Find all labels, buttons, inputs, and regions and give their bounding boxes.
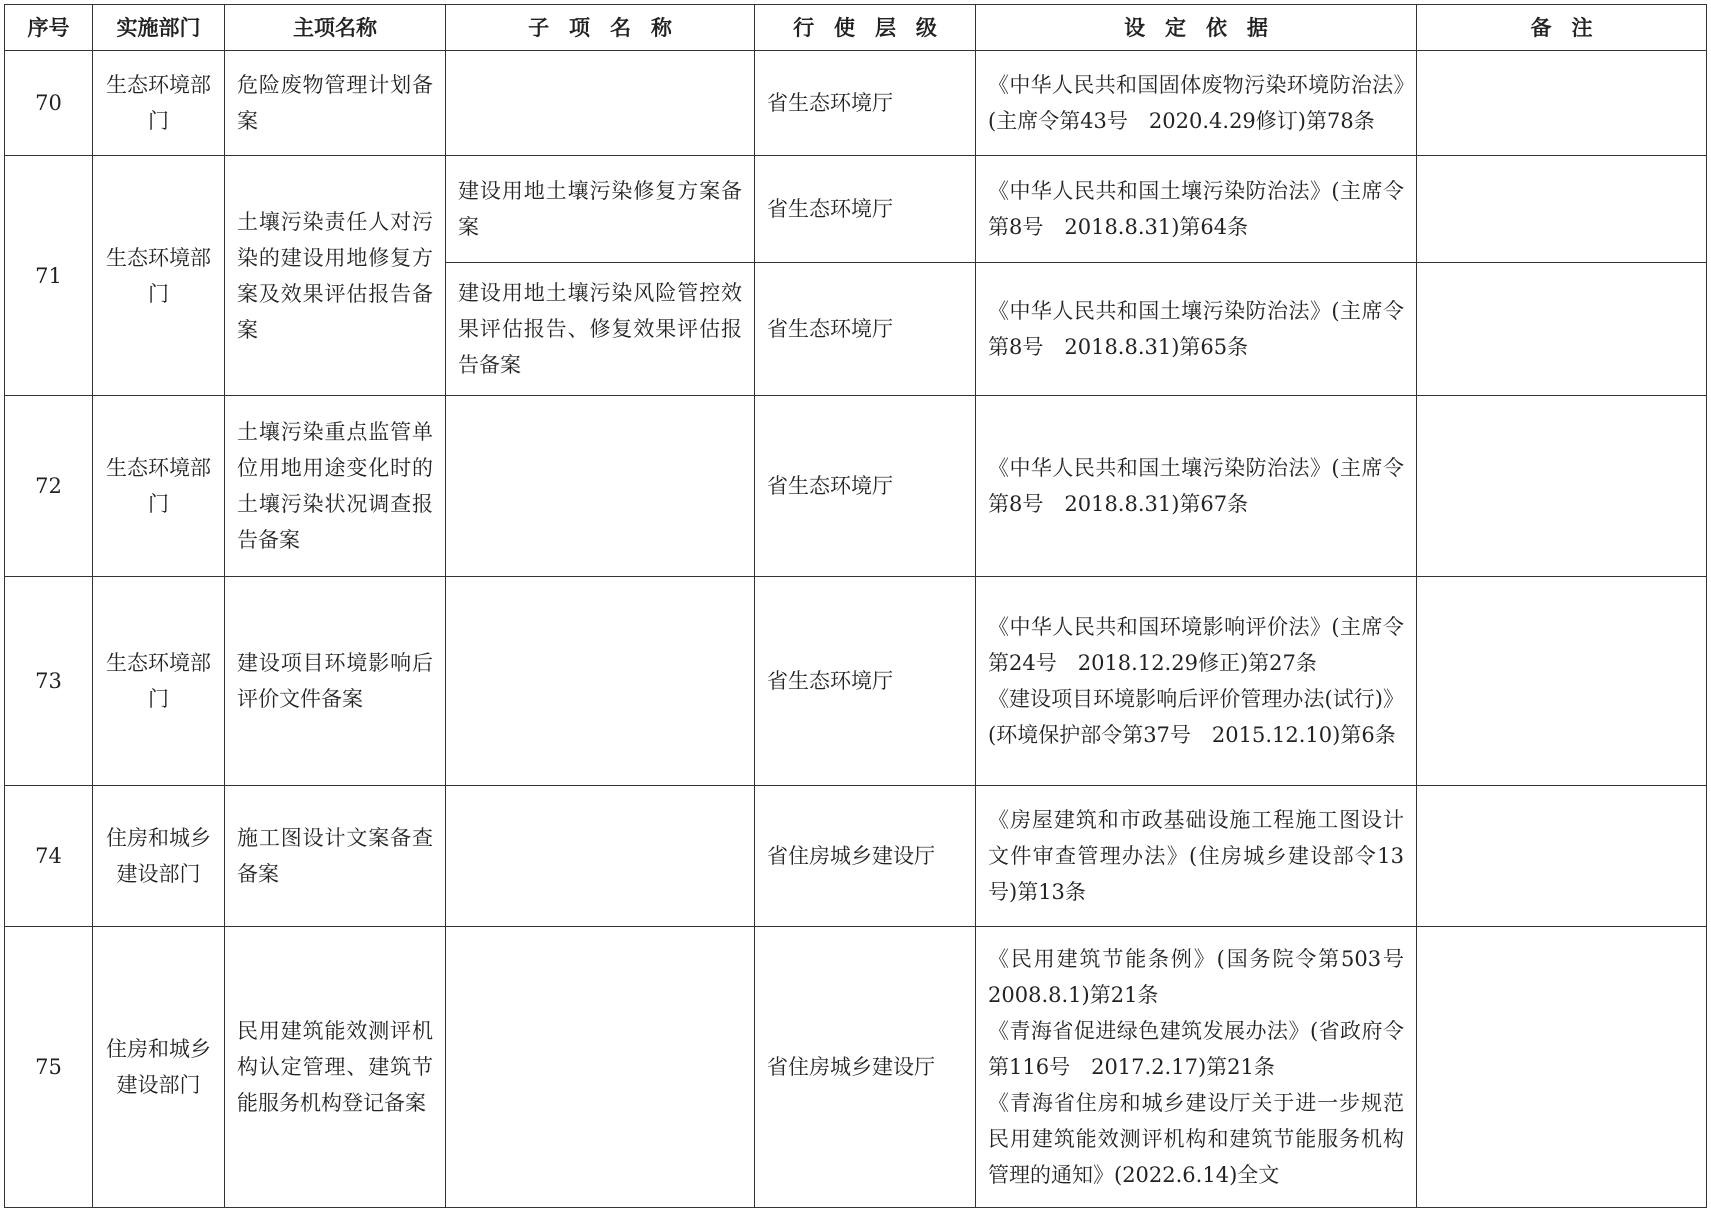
- basis-line: 《中华人民共和国土壤污染防治法》(主席令第8号 2018.8.31)第64条: [988, 179, 1404, 239]
- cell-remark: [1417, 156, 1707, 263]
- cell-level: 省生态环境厅: [755, 263, 976, 396]
- cell-level: 省生态环境厅: [755, 396, 976, 577]
- header-dept: 实施部门: [93, 5, 225, 51]
- cell-sub-item: [446, 396, 755, 577]
- table-row: [5, 51, 1707, 156]
- table-row: [5, 577, 1707, 786]
- cell-sub-item: 建设用地土壤污染风险管控效果评估报告、修复效果评估报告备案: [446, 263, 755, 396]
- cell-sub-item: 建设用地土壤污染修复方案备案: [446, 156, 755, 263]
- cell-sub-item: [446, 577, 755, 786]
- cell-dept: 生态环境部门: [93, 51, 225, 156]
- table-body: [5, 51, 1707, 1208]
- basis-line: 《青海省住房和城乡建设厅关于进一步规范民用建筑能效测评机构和建筑节能服务机构管理的通知》(2022.6.14)全文: [988, 1091, 1404, 1187]
- basis-line: 《青海省促进绿色建筑发展办法》(省政府令第116号 2017.2.17)第21条: [988, 1019, 1404, 1079]
- basis-line: 《民用建筑节能条例》(国务院令第503号 2008.8.1)第21条: [988, 947, 1425, 1007]
- header-main-item: 主项名称: [225, 5, 446, 51]
- header-seq: 序号: [5, 5, 93, 51]
- cell-basis: [976, 51, 1417, 156]
- basis-line: 《中华人民共和国土壤污染防治法》(主席令第8号 2018.8.31)第67条: [988, 456, 1404, 516]
- cell-level: 省生态环境厅: [755, 156, 976, 263]
- header-sub-item: 子项名称: [446, 5, 755, 51]
- cell-dept: 生态环境部门: [93, 577, 225, 786]
- basis-line: 《中华人民共和国环境影响评价法》(主席令第24号 2018.12.29修正)第27条: [988, 615, 1404, 675]
- cell-main-item: 土壤污染重点监管单位用地用途变化时的土壤污染状况调查报告备案: [225, 396, 446, 577]
- basis-line: 《中华人民共和国固体废物污染环境防治法》(主席令第43号 2020.4.29修订)第78条: [988, 73, 1404, 133]
- cell-level: 省生态环境厅: [755, 51, 976, 156]
- cell-sub-item: [446, 927, 755, 1208]
- basis-line: 《建设项目环境影响后评价管理办法(试行)》(环境保护部令第37号 2015.12.10)第6条: [988, 687, 1404, 747]
- cell-remark: [1417, 396, 1707, 577]
- header-basis: 设定依据: [976, 5, 1417, 51]
- cell-basis: [976, 927, 1425, 1208]
- cell-remark: [1417, 263, 1707, 396]
- cell-dept: 住房和城乡建设部门: [93, 927, 225, 1208]
- cell-main-item: 土壤污染责任人对污染的建设用地修复方案及效果评估报告备案: [225, 156, 446, 396]
- cell-basis: [976, 263, 1417, 396]
- approval-items-table: [4, 4, 1707, 1208]
- cell-level: 省住房城乡建设厅: [755, 927, 976, 1208]
- header-remark: 备注: [1417, 5, 1707, 51]
- cell-seq: 72: [5, 396, 93, 577]
- table-row: [5, 396, 1707, 577]
- table-row: [5, 156, 1707, 263]
- cell-remark: [1417, 51, 1707, 156]
- cell-basis: [976, 786, 1417, 927]
- cell-seq: 71: [5, 156, 93, 396]
- basis-line: 《中华人民共和国土壤污染防治法》(主席令第8号 2018.8.31)第65条: [988, 299, 1404, 359]
- cell-seq: 70: [5, 51, 93, 156]
- cell-remark: [1417, 786, 1707, 927]
- cell-dept: 生态环境部门: [93, 156, 225, 396]
- header-level: 行使层级: [755, 5, 976, 51]
- cell-main-item: 建设项目环境影响后评价文件备案: [225, 577, 446, 786]
- cell-basis: [976, 577, 1417, 786]
- cell-remark: [1417, 927, 1707, 1208]
- table-header: [5, 5, 1707, 51]
- cell-dept: 住房和城乡建设部门: [93, 786, 225, 927]
- cell-level: 省住房城乡建设厅: [755, 786, 976, 927]
- cell-basis: [976, 396, 1417, 577]
- cell-basis: [976, 156, 1417, 263]
- table-row: [5, 927, 1707, 1208]
- basis-line: 《房屋建筑和市政基础设施工程施工图设计文件审查管理办法》(住房城乡建设部令13号)第13条: [988, 808, 1404, 904]
- cell-seq: 74: [5, 786, 93, 927]
- cell-sub-item: [446, 786, 755, 927]
- cell-remark: [1417, 577, 1707, 786]
- cell-seq: 75: [5, 927, 93, 1208]
- cell-level: 省生态环境厅: [755, 577, 976, 786]
- cell-dept: 生态环境部门: [93, 396, 225, 577]
- cell-sub-item: [446, 51, 755, 156]
- cell-main-item: 施工图设计文案备查备案: [225, 786, 446, 927]
- table-row: [5, 786, 1707, 927]
- cell-main-item: 民用建筑能效测评机构认定管理、建筑节能服务机构登记备案: [225, 927, 446, 1208]
- cell-main-item: 危险废物管理计划备案: [225, 51, 446, 156]
- cell-seq: 73: [5, 577, 93, 786]
